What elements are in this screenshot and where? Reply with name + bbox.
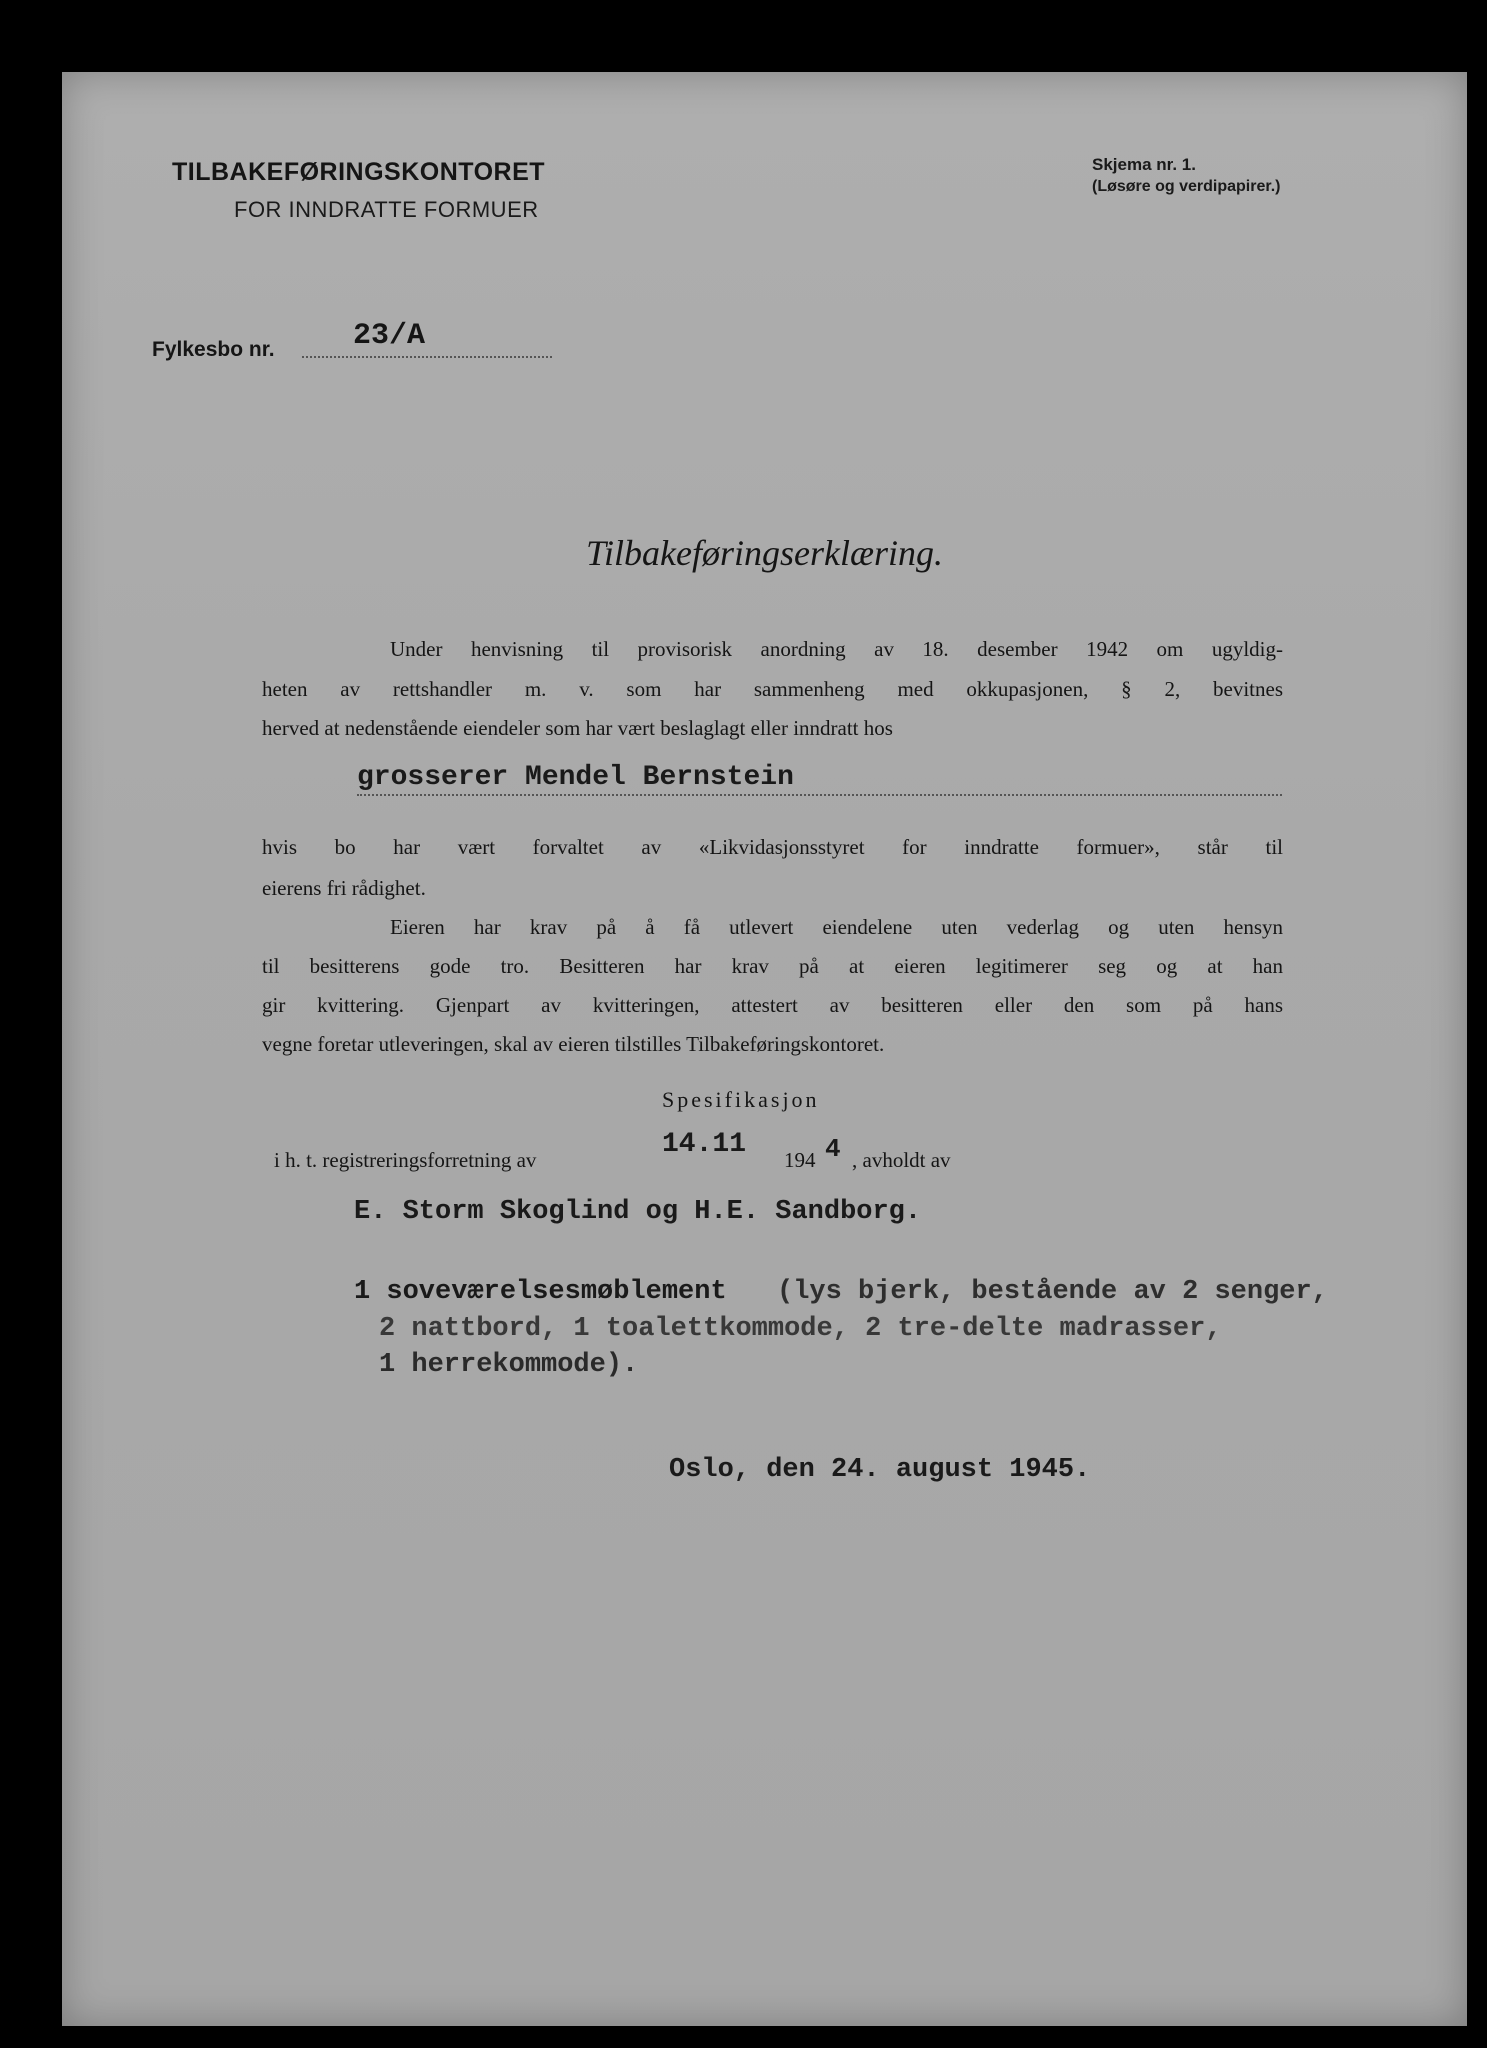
place-date: Oslo, den 24. august 1945.: [669, 1455, 1091, 1485]
owner-name: grosserer Mendel Bernstein: [357, 762, 794, 793]
item-line-1b: (lys bjerk, bestående av 2 senger,: [777, 1277, 1328, 1307]
registration-suffix: , avholdt av: [852, 1148, 951, 1172]
held-by: E. Storm Skoglind og H.E. Sandborg.: [354, 1197, 922, 1227]
item-line-3: 1 herrekommode).: [379, 1350, 639, 1380]
registration-year-printed: 194: [784, 1148, 816, 1172]
body-line-8: gir kvittering. Gjenpart av kvitteringen, attestert av besitteren eller den som på hans: [262, 993, 1283, 1017]
body-line-6: Eieren har krav på å få utlevert eiendelene uten vederlag og uten hensyn: [390, 915, 1283, 939]
fylkesbo-dotted-line: [302, 356, 552, 358]
document-page: [62, 72, 1467, 2026]
org-name: TILBAKEFØRINGSKONTORET: [172, 158, 546, 186]
form-number: Skjema nr. 1.: [1092, 155, 1196, 174]
body-line-1: Under henvisning til provisorisk anordning av 18. desember 1942 om ugyldig-: [390, 637, 1283, 661]
item-line-2: 2 nattbord, 1 toalettkommode, 2 tre-delte madrasser,: [379, 1314, 1222, 1344]
body-line-4: hvis bo har vært forvaltet av «Likvidasjonsstyret for inndratte formuer», står til: [262, 835, 1283, 859]
fylkesbo-value: 23/A: [353, 319, 426, 353]
body-line-9: vegne foretar utleveringen, skal av eieren tilstilles Tilbakeføringskontoret.: [262, 1032, 885, 1056]
owner-dotted-line: [357, 794, 1282, 796]
specification-heading: Spesifikasjon: [662, 1087, 820, 1112]
item-line-1a: 1 soveværelsesmøblement: [354, 1277, 727, 1307]
fylkesbo-label: Fylkesbo nr.: [152, 338, 275, 361]
registration-year-typed: 4: [825, 1134, 841, 1164]
document-title: Tilbakeføringserklæring.: [585, 533, 943, 573]
body-line-5: eierens fri rådighet.: [262, 876, 426, 900]
form-subtitle: (Løsøre og verdipapirer.): [1092, 178, 1281, 195]
body-line-7: til besitterens gode tro. Besitteren har krav på at eieren legitimerer seg og at han: [262, 954, 1283, 978]
body-line-3: herved at nedenstående eiendeler som har vært beslaglagt eller inndratt hos: [262, 716, 893, 740]
registration-prefix: i h. t. registreringsforretning av: [274, 1148, 537, 1172]
body-line-2: heten av rettshandler m. v. som har sammenheng med okkupasjonen, § 2, bevitnes: [262, 677, 1283, 701]
registration-date: 14.11: [662, 1129, 747, 1160]
org-subtitle: FOR INNDRATTE FORMUER: [234, 197, 539, 222]
